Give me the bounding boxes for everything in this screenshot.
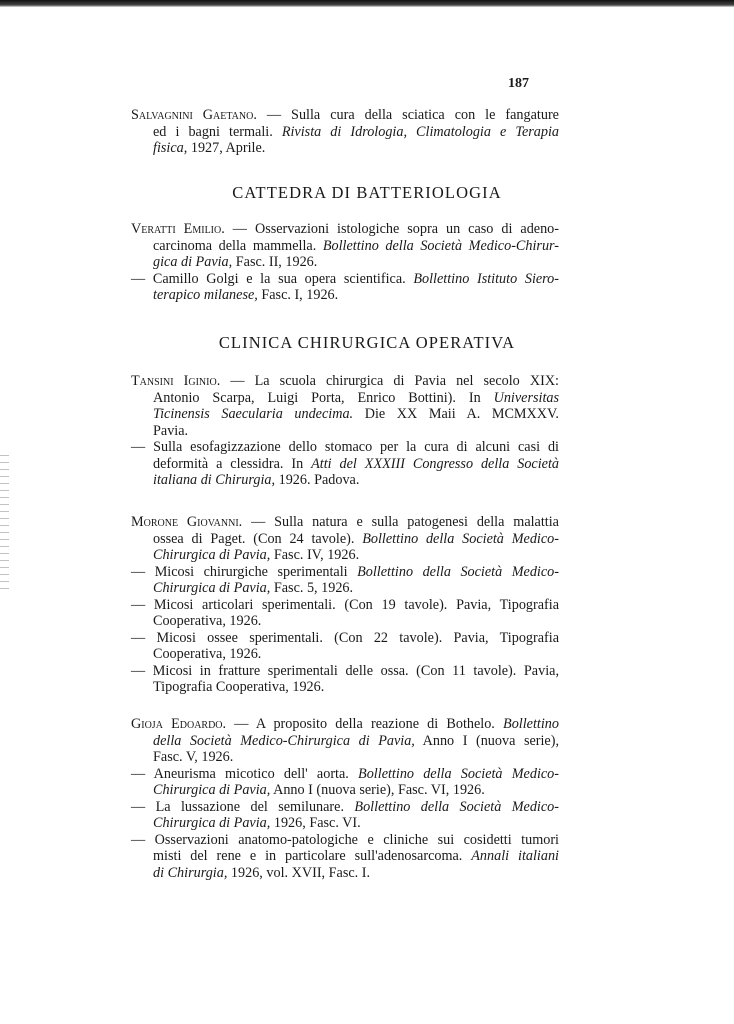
entry-text: Pavia.: [153, 422, 189, 439]
publication-title: Bollettino della Società Medico-: [357, 563, 559, 580]
entry-text: — Sulla natura e sulla patogenesi della malattia: [242, 514, 559, 530]
bibliography-entry: [131, 221, 559, 271]
publication-title: Annali italiani: [471, 848, 560, 864]
publication-title: Bollettino della Società Medico-Chirur-: [322, 237, 559, 254]
text-line: [153, 390, 559, 407]
text-line: [131, 766, 559, 783]
publication-title: di Chirurgia,: [153, 864, 228, 881]
entry-text: 1926, Fasc. VI.: [270, 815, 361, 831]
bibliography-entry: [131, 630, 559, 663]
publication-title: terapico milanese,: [153, 287, 258, 303]
entry-text: 1926. Padova.: [275, 472, 360, 488]
entry-text: — Osservazioni anatomo-patologiche e cliniche sui cosidetti tumori: [131, 831, 559, 848]
text-line: [131, 514, 559, 531]
text-line: [153, 613, 559, 630]
publication-title: Atti del XXXIII Congresso della Società: [311, 455, 560, 472]
entry-text: Fasc. V, 1926.: [153, 749, 234, 765]
entry-text: Fasc. II, 1926.: [232, 254, 318, 270]
text-line: [153, 238, 559, 255]
author-name: Gioja Edoardo.: [131, 716, 227, 732]
entry-text: — Micosi ossee sperimentali. (Con 22 tavole). Pavia, Tipografia: [131, 629, 559, 646]
entry-text: — Micosi in fratture sperimentali delle ossa. (Con 11 tavole). Pavia,: [131, 662, 559, 679]
entry-text: — A proposito della reazione di Bothelo.: [226, 716, 504, 732]
text-line: [153, 406, 559, 423]
text-line: [153, 124, 559, 141]
entry-text: — Osservazioni istologiche sopra un caso di adeno-: [224, 221, 560, 237]
entry-text: Anno I (nuova serie),: [414, 732, 559, 749]
entry-text: — Micosi chirurgiche sperimentali: [131, 563, 358, 580]
publication-title: Chirurgica di Pavia,: [153, 547, 271, 563]
bibliography-entry: [131, 271, 559, 304]
section-heading-batteriologia: CATTEDRA DI BATTERIOLOGIA: [232, 183, 502, 202]
text-line: [153, 782, 559, 799]
entry-text: misti del rene e in particolare sull'adenosarcoma.: [153, 848, 472, 864]
entry-text: — Micosi articolari sperimentali. (Con 19 tavole). Pavia, Tipografia: [131, 596, 559, 613]
bibliography-entry: [131, 663, 559, 696]
text-line: [131, 832, 559, 849]
entry-text: — La scuola chirurgica di Pavia nel secolo XIX:: [220, 373, 560, 389]
entry-text: — Camillo Golgi e la sua opera scientifica.: [131, 270, 414, 287]
publication-title: Rivista di Idrologia, Climatologia e Terapia: [281, 123, 559, 140]
bibliography-entry: [131, 597, 559, 630]
publication-title: Bollettino Istituto Siero-: [413, 270, 559, 287]
entry-text: Fasc. 5, 1926.: [270, 580, 354, 596]
entry-text: Die XX Maii A. MCMXXV.: [353, 406, 559, 422]
publication-title: italiana di Chirurgia,: [153, 472, 276, 488]
publication-title: Bollettino della Società Medico-: [354, 798, 559, 815]
entry-text: Anno I (nuova serie), Fasc. VI, 1926.: [270, 782, 485, 798]
publication-title: Chirurgica di Pavia,: [153, 580, 271, 596]
text-line: [153, 254, 559, 271]
text-line: [131, 630, 559, 647]
section-heading-clinica-chirurgica: CLINICA CHIRURGICA OPERATIVA: [218, 333, 516, 352]
publication-title: Ticinensis Saecularia undecima.: [153, 406, 354, 422]
entry-text: Fasc. I, 1926.: [257, 287, 339, 303]
entry-text: Cooperativa, 1926.: [153, 646, 262, 662]
text-line: [131, 716, 559, 733]
bibliography-block-veratti: [131, 221, 559, 304]
text-line: [153, 848, 559, 865]
bibliography-block-salvagnini: [131, 107, 559, 157]
entry-text: ossea di Paget. (Con 24 tavole).: [153, 530, 363, 547]
bibliography-entry: [131, 373, 559, 439]
bibliography-entry: [131, 716, 559, 766]
bibliography-block-morone: [131, 514, 559, 696]
entry-text: Antonio Scarpa, Luigi Porta, Enrico Bottini). In: [153, 389, 494, 406]
bibliography-block-tansini: [131, 373, 559, 489]
text-line: [131, 271, 559, 288]
page-number: 187: [508, 76, 529, 91]
bibliography-entry: [131, 107, 559, 157]
bibliography-entry: [131, 439, 559, 489]
publication-title: fisica,: [153, 140, 188, 156]
publication-title: Chirurgica di Pavia,: [153, 782, 271, 798]
entry-text: deformità a clessidra. In: [153, 455, 312, 472]
text-line: [131, 663, 559, 680]
text-line: [131, 439, 559, 456]
publication-title: Bollettino della Società Medico-: [358, 765, 559, 782]
text-line: [153, 287, 559, 304]
text-line: [131, 373, 559, 390]
text-line: [153, 456, 559, 473]
entry-text: — Sulla esofagizzazione dello stomaco per la cura di alcuni casi di: [131, 439, 559, 455]
entry-text: Tipografia Cooperativa, 1926.: [153, 679, 325, 695]
publication-title: Bollettino: [503, 716, 559, 732]
text-line: [153, 531, 559, 548]
text-line: [153, 423, 559, 440]
publication-title: Chirurgica di Pavia,: [153, 815, 271, 831]
publication-title: Universitas: [493, 389, 559, 406]
bibliography-block-gioja: [131, 716, 559, 881]
binding-marks: [0, 452, 9, 592]
text-line: [153, 749, 559, 766]
entry-text: Cooperativa, 1926.: [153, 613, 262, 629]
text-line: [153, 580, 559, 597]
author-name: Tansini Iginio.: [131, 373, 221, 389]
entry-text: Fasc. IV, 1926.: [270, 547, 360, 563]
text-line: [131, 221, 559, 238]
bibliography-entry: [131, 564, 559, 597]
text-line: [153, 646, 559, 663]
text-line: [153, 733, 559, 750]
bibliography-entry: [131, 766, 559, 799]
text-line: [131, 799, 559, 816]
text-line: [131, 107, 559, 124]
text-line: [153, 679, 559, 696]
author-name: Morone Giovanni.: [131, 514, 243, 530]
entry-text: — Sulla cura della sciatica con le fangature: [256, 107, 559, 123]
entry-text: 1927, Aprile.: [187, 140, 266, 156]
text-line: [153, 815, 559, 832]
text-line: [153, 547, 559, 564]
author-name: Veratti Emilio.: [131, 221, 225, 237]
bibliography-entry: [131, 799, 559, 832]
text-line: [153, 140, 559, 157]
bibliography-entry: [131, 832, 559, 882]
author-name: Salvagnini Gaetano.: [131, 107, 257, 123]
entry-text: carcinoma della mammella.: [153, 237, 323, 254]
publication-title: gica di Pavia,: [153, 254, 233, 270]
publication-title: della Società Medico-Chirurgica di Pavia,: [153, 732, 415, 749]
entry-text: — Aneurisma micotico dell' aorta.: [131, 765, 359, 782]
bibliography-entry: [131, 514, 559, 564]
text-line: [131, 597, 559, 614]
publication-title: Bollettino della Società Medico-: [362, 530, 559, 547]
entry-text: ed i bagni termali.: [153, 123, 282, 140]
text-line: [153, 865, 559, 882]
text-line: [131, 564, 559, 581]
text-line: [153, 472, 559, 489]
entry-text: — La lussazione del semilunare.: [131, 798, 355, 815]
entry-text: 1926, vol. XVII, Fasc. I.: [227, 864, 371, 881]
scan-top-edge: [0, 0, 734, 7]
